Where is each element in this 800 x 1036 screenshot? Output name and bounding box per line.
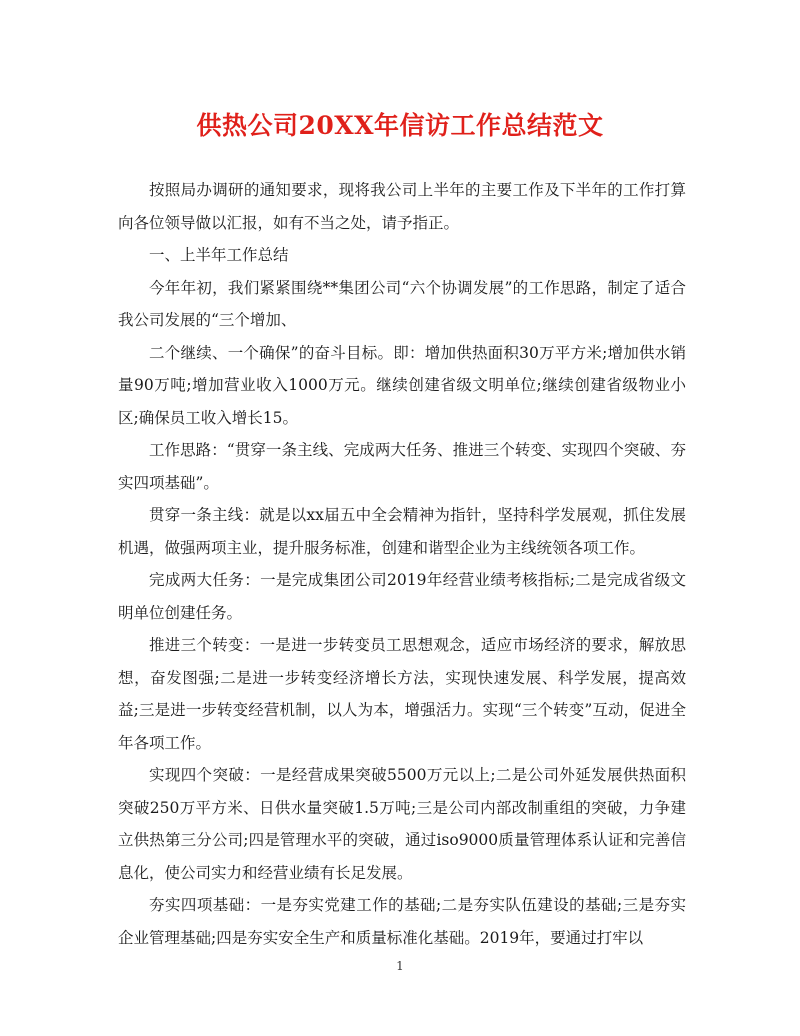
paragraph-three-changes: 推进三个转变：一是进一步转变员工思想观念，适应市场经济的要求，解放思想，奋发图强;二是进一步转变经济增长方法，实现快速发展、科学发展，提高效益;三是进一步转变经营机制，以人为本，增强活力。实现“三个转变”互动，促进全年各项工作。 bbox=[118, 636, 686, 752]
paragraph-four-breakthroughs: 实现四个突破：一是经营成果突破5500万元以上;二是公司外延发展供热面积突破250万平方米、日供水量突破1.5万吨;三是公司内部改制重组的突破，力争建立供热第三分公司;四是管理水平的突破，通过iso9000质量管理体系认证和完善信息化，使公司实力和经营业绩有长足发展。 bbox=[118, 766, 686, 882]
paragraph-intro: 按照局办调研的通知要求，现将我公司上半年的主要工作及下半年的工作打算向各位领导做以汇报，如有不当之处，请予指正。 bbox=[118, 181, 686, 232]
paragraph-work-approach: 工作思路：“贯穿一条主线、完成两大任务、推进三个转变、实现四个突破、夯实四项基础”。 bbox=[118, 441, 686, 492]
document-title: 供热公司20XX年信访工作总结范文 bbox=[196, 111, 604, 140]
paragraph-goals-start: 今年年初，我们紧紧围绕**集团公司“六个协调发展”的工作思路，制定了适合我公司发展的“三个增加、 bbox=[118, 278, 686, 329]
paragraph-four-foundations: 夯实四项基础：一是夯实党建工作的基础;二是夯实队伍建设的基础;三是夯实企业管理基础;四是夯实安全生产和质量标准化基础。2019年，要通过打牢以 bbox=[118, 896, 686, 947]
section-heading-first-half: 一、上半年工作总结 bbox=[149, 246, 289, 264]
paragraph-two-tasks: 完成两大任务：一是完成集团公司2019年经营业绩考核指标;二是完成省级文明单位创建任务。 bbox=[118, 571, 686, 622]
paragraph-goals-detail: 二个继续、一个确保”的奋斗目标。即：增加供热面积30万平方米;增加供水销量90万吨;增加营业收入1000万元。继续创建省级文明单位;继续创建省级物业小区;确保员工收入增长15。 bbox=[118, 343, 686, 427]
page-number: 1 bbox=[396, 959, 404, 973]
document-body bbox=[118, 174, 686, 954]
paragraph-main-line: 贯穿一条主线：就是以xx届五中全会精神为指针，坚持科学发展观，抓住发展机遇，做强两项主业，提升服务标准，创建和谐型企业为主线统领各项工作。 bbox=[118, 506, 686, 557]
